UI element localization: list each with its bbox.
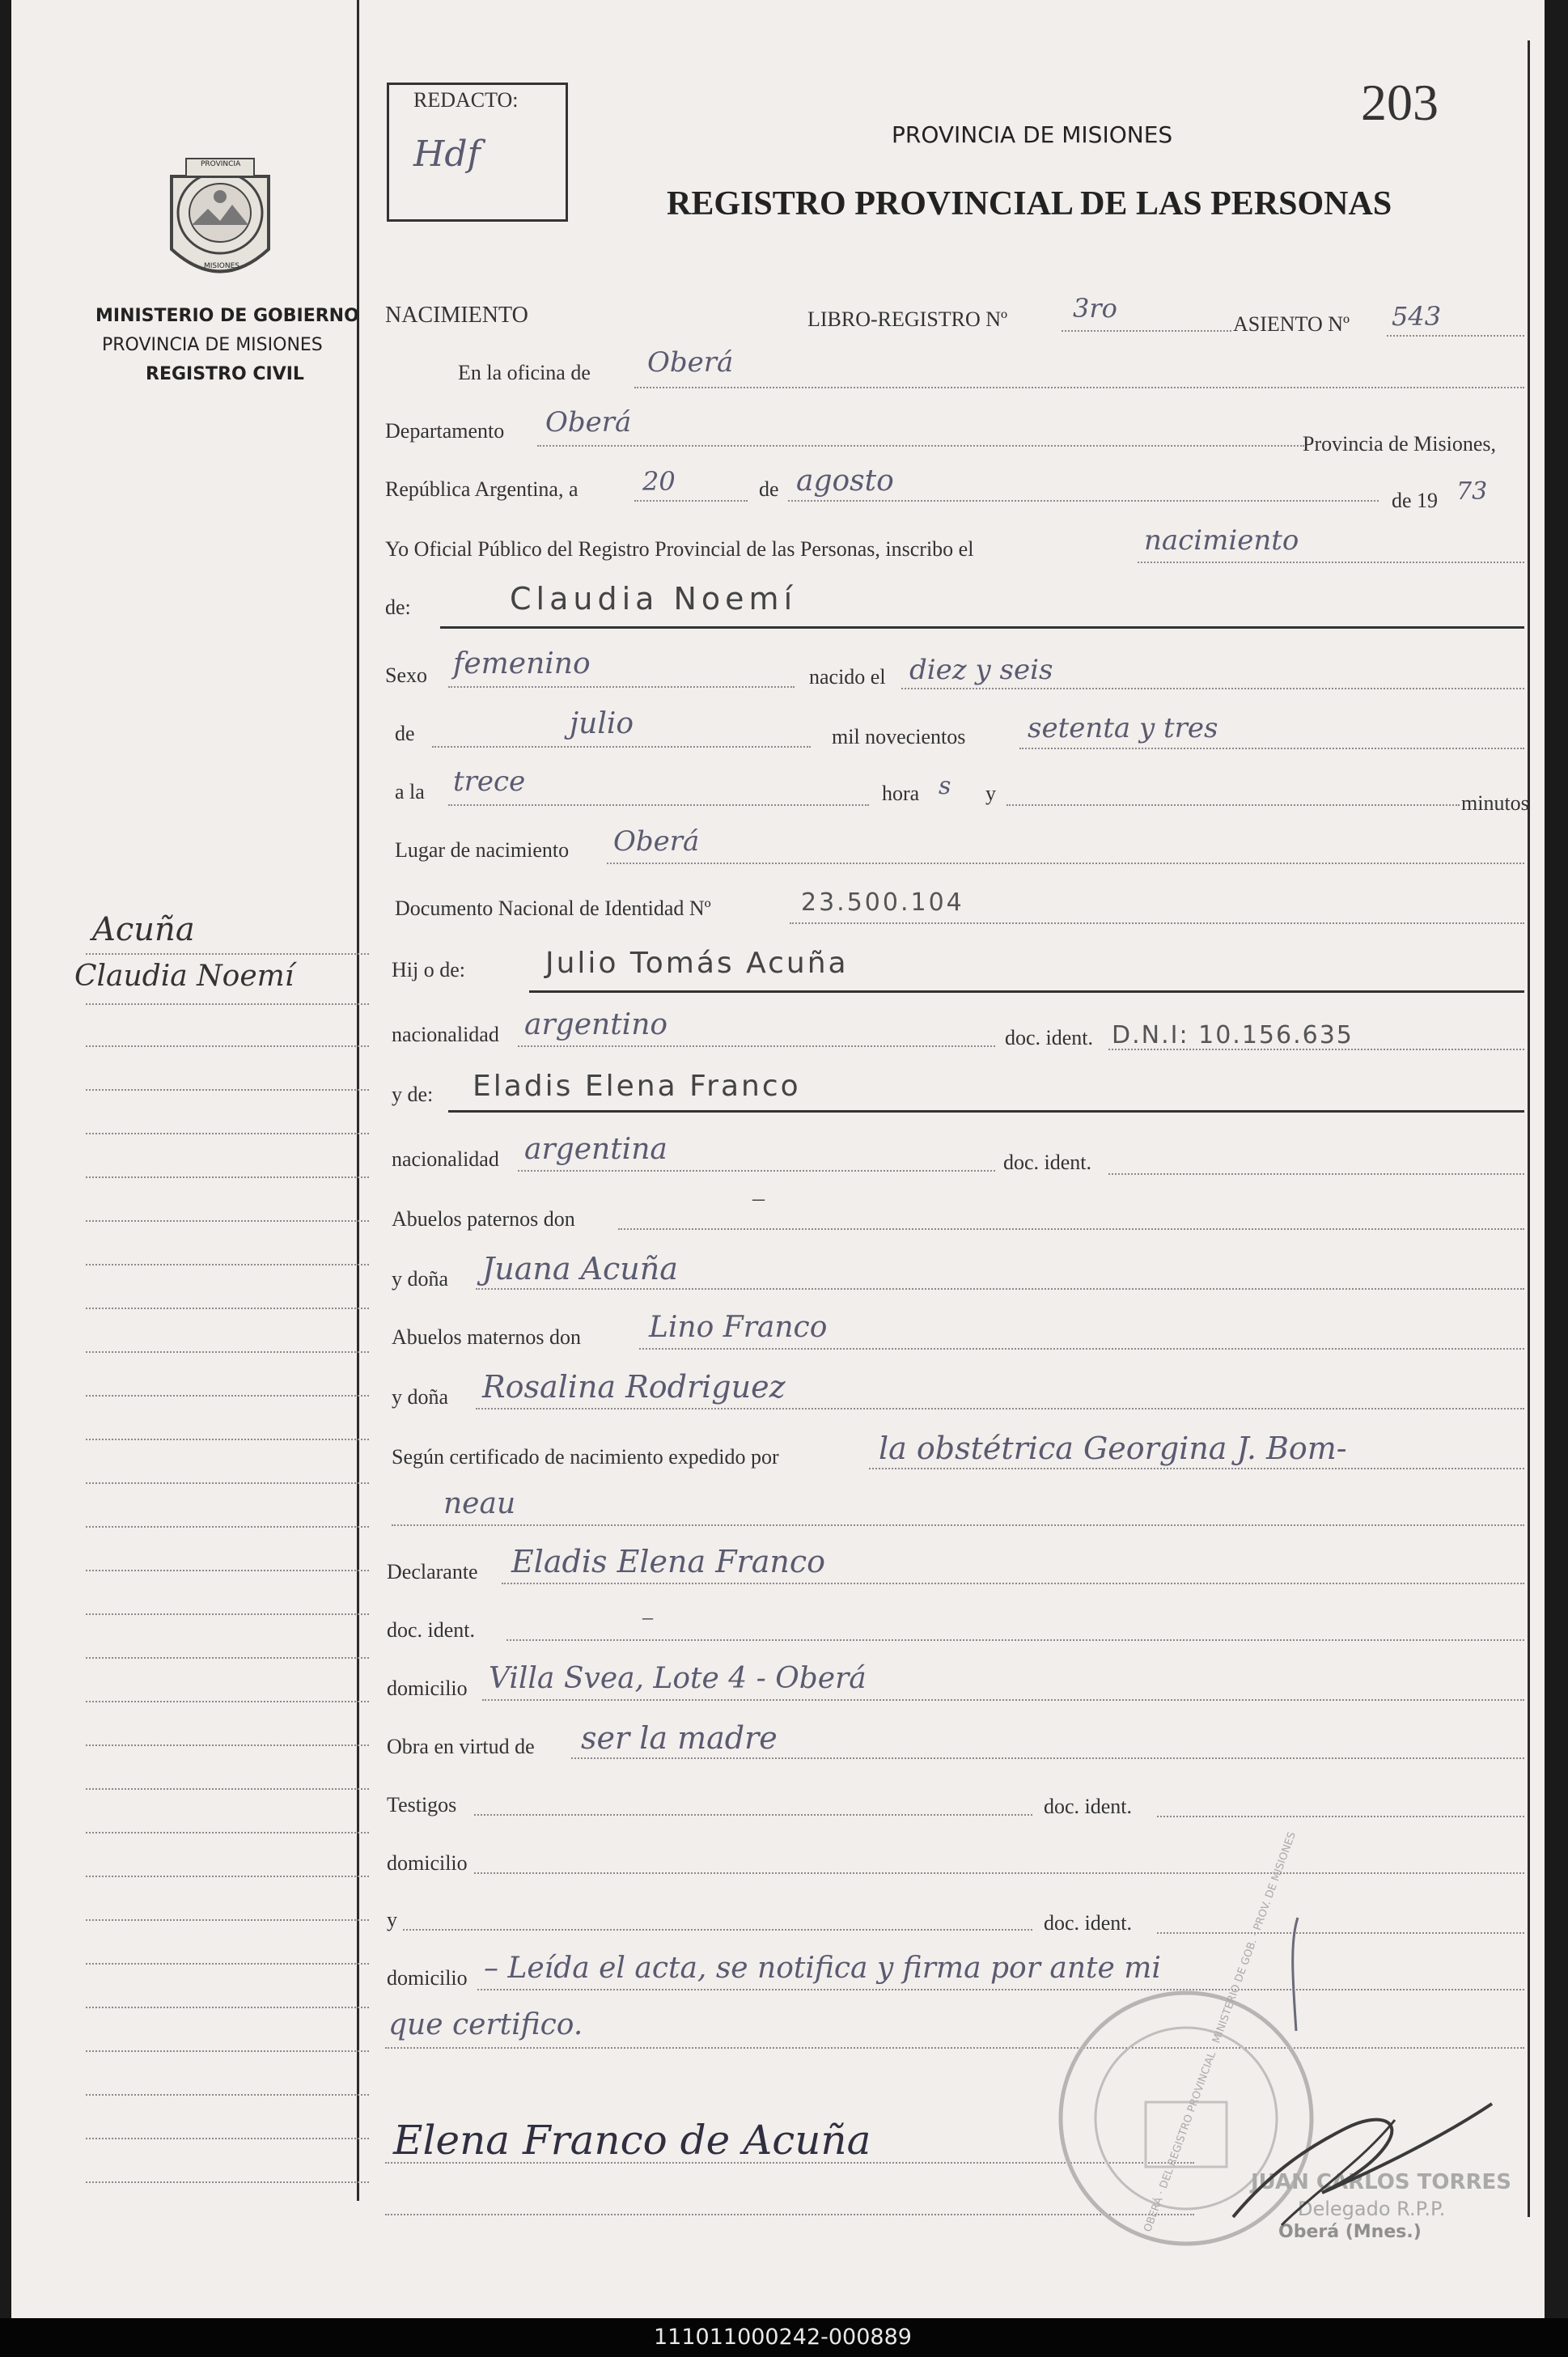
ydona2-label: y doña (392, 1385, 449, 1409)
departamento-value: Oberá (545, 406, 632, 439)
provincia-suffix: Provincia de Misiones, (1303, 432, 1497, 456)
nac2-label: nacionalidad (392, 1147, 499, 1171)
y2-label: y (387, 1908, 397, 1931)
libro-label: LIBRO-REGISTRO Nº (807, 307, 1008, 331)
redacto-box (387, 83, 568, 222)
hijo-label: Hij o de: (392, 958, 465, 981)
asiento-label: ASIENTO Nº (1233, 312, 1350, 336)
de3-label: de (395, 722, 415, 745)
anio-nac-value: setenta y tres (1028, 712, 1218, 744)
domicilio2-label: domicilio (387, 1851, 468, 1875)
document-page (11, 0, 1545, 2318)
madre-value: Eladis Elena Franco (473, 1070, 801, 1103)
docident5-label: doc. ident. (1044, 1911, 1133, 1935)
oficina-value: Oberá (647, 346, 734, 379)
stamp-name: JUAN CARLOS TORRES (1251, 2170, 1512, 2194)
footer-id: 111011000242-000889 (654, 2325, 912, 2350)
abuelos-m-label: Abuelos maternos don (392, 1325, 581, 1349)
sidebar-province: PROVINCIA DE MISIONES (102, 335, 323, 355)
docident4-label: doc. ident. (1044, 1795, 1133, 1818)
testigos-label: Testigos (387, 1793, 457, 1817)
oficina-label: En la oficina de (458, 361, 591, 384)
nac2-value: argentina (524, 1133, 667, 1166)
docident1-value: D.N.I: 10.156.635 (1112, 1021, 1354, 1049)
nac1-label: nacionalidad (392, 1023, 499, 1046)
anio-value: 73 (1456, 477, 1488, 506)
mil-label: mil novecientos (832, 725, 966, 748)
obra-value: ser la madre (581, 1720, 778, 1756)
libro-value: 3ro (1073, 293, 1117, 324)
oficial-text: Yo Oficial Público del Registro Provincial de las Personas, inscribo el (385, 537, 974, 561)
dni-label: Documento Nacional de Identidad Nº (395, 897, 711, 920)
sexo-value: femenino (453, 647, 591, 680)
sidebar-ministry: MINISTERIO DE GOBIERNO (95, 306, 359, 326)
seal-ring-bottom: MISIONES (204, 262, 240, 270)
padre-value: Julio Tomás Acuña (545, 947, 849, 980)
header-registry: REGISTRO PROVINCIAL DE LAS PERSONAS (667, 185, 1392, 223)
stamp-title: Delegado R.P.P. (1298, 2198, 1446, 2220)
departamento-label: Departamento (385, 419, 505, 443)
footer-bar (0, 2318, 1568, 2357)
docident2-label: doc. ident. (1003, 1151, 1092, 1174)
y-label: y (985, 782, 996, 805)
seal-ring-top: PROVINCIA (201, 160, 241, 168)
margin-note-surname: Acuña (92, 911, 195, 948)
certificado-label: Según certificado de nacimiento expedido por (392, 1445, 779, 1469)
docident3-value: – (642, 1605, 653, 1629)
domicilio1-value: Villa Svea, Lote 4 - Oberá (489, 1662, 867, 1695)
abuelos-p-value: – (752, 1185, 765, 1211)
nac1-value: argentino (524, 1008, 668, 1041)
mes-value: agosto (796, 464, 894, 498)
declarante-label: Declarante (387, 1560, 478, 1583)
hora-value: s (939, 772, 951, 800)
de2-label: de: (385, 596, 411, 619)
dia-value: 20 (642, 466, 676, 497)
abuela-p-value: Juana Acuña (482, 1251, 678, 1287)
page-number: 203 (1361, 74, 1439, 131)
stamp-ring-text: OBERÁ · DEL REGISTRO PROVINCIAL · MINISTERIO DE GOB. · PROV. DE MISIONES (1142, 1830, 1299, 2234)
certificado-value-2: neau (443, 1487, 516, 1520)
closing-text: que certifico. (388, 2008, 583, 2041)
nacido-label: nacido el (809, 665, 886, 689)
hora-label: hora (882, 782, 920, 805)
lugar-value: Oberá (613, 825, 700, 858)
ala-value: trece (453, 765, 526, 798)
official-signature-icon (1201, 2071, 1508, 2249)
redacto-value: Hdf (413, 134, 481, 175)
obra-label: Obra en virtud de (387, 1735, 535, 1758)
pen-stroke-icon (1273, 1910, 1322, 2039)
anio-label: de 19 (1392, 489, 1439, 512)
oficial-value: nacimiento (1144, 524, 1299, 557)
redacto-label: REDACTO: (413, 88, 519, 112)
abuela-m-value: Rosalina Rodriguez (482, 1369, 786, 1405)
ydona1-label: y doña (392, 1267, 449, 1291)
declarante-value: Eladis Elena Franco (511, 1544, 826, 1579)
nacido-value: diez y seis (909, 654, 1053, 686)
docident3-label: doc. ident. (387, 1618, 476, 1642)
right-margin-rule (1528, 40, 1530, 2217)
asiento-value: 543 (1392, 301, 1442, 332)
header-province: PROVINCIA DE MISIONES (892, 121, 1173, 148)
yde-label: y de: (392, 1083, 434, 1106)
certificado-value-1: la obstétrica Georgina J. Bom- (879, 1431, 1347, 1466)
stamp-place: Oberá (Mnes.) (1278, 2222, 1422, 2242)
republica-label: República Argentina, a (385, 477, 578, 501)
sidebar-registry: REGISTRO CIVIL (146, 364, 304, 384)
docident1-label: doc. ident. (1005, 1026, 1094, 1049)
nombre-value: Claudia Noemí (510, 581, 798, 617)
margin-note-name: Claudia Noemí (74, 960, 295, 993)
abuelo-m-value: Lino Franco (649, 1311, 828, 1344)
lugar-label: Lugar de nacimiento (395, 838, 570, 862)
ala-label: a la (395, 780, 425, 803)
minutos-label: minutos (1461, 791, 1529, 815)
de-label: de (759, 477, 779, 501)
left-margin-rule (357, 0, 359, 2201)
province-seal (163, 152, 277, 290)
domicilio1-label: domicilio (387, 1677, 468, 1700)
declarant-signature: Elena Franco de Acuña (393, 2117, 871, 2164)
section-title: NACIMIENTO (385, 303, 528, 328)
abuelos-p-label: Abuelos paternos don (392, 1207, 575, 1231)
domicilio3-label: domicilio (387, 1966, 468, 1990)
mes-nac-value: julio (570, 707, 634, 740)
dni-value: 23.500.104 (801, 888, 964, 917)
sexo-label: Sexo (385, 663, 427, 687)
domicilio3-value: – Leída el acta, se notifica y firma por ante mi (484, 1952, 1161, 1985)
